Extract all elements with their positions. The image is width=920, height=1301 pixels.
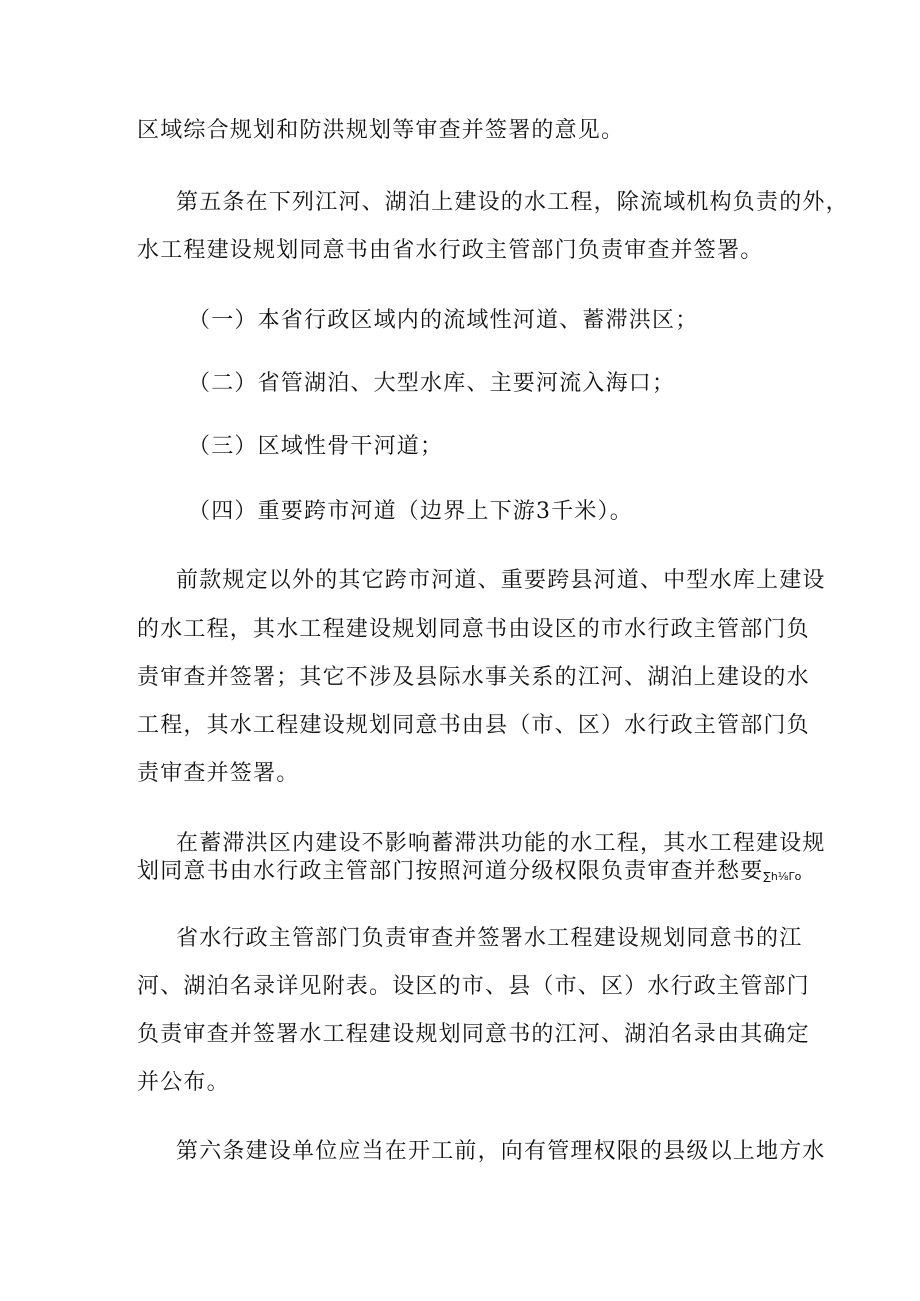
text-line	[137, 857, 801, 892]
text-line: 区域综合规划和防洪规划等审查并签署的意见。	[137, 118, 625, 143]
text-line: 水工程建设规划同意书由省水行政主管部门负责审查并签署。	[137, 238, 764, 263]
list-item: （四）重要跨市河道（边界上下游3千米）。	[188, 499, 633, 524]
text-line: 并公布。	[137, 1070, 230, 1095]
garbled-text: ∑h⅛Γo	[763, 870, 802, 883]
text-line: 前款规定以外的其它跨市河道、重要跨县河道、中型水库上建设	[176, 568, 826, 593]
text-line: 省水行政主管部门负责审查并签署水工程建设规划同意书的江	[176, 926, 803, 951]
text-line: 第六条建设单位应当在开工前，向有管理权限的县级以上地方水	[176, 1139, 826, 1164]
text-line: 责审查并签署。	[137, 761, 300, 786]
list-item: （一）本省行政区域内的流域性河道、蓄滞洪区；	[188, 308, 699, 333]
text-line: 责审查并签署；其它不涉及县际水事关系的江河、湖泊上建设的水	[137, 665, 810, 690]
text-line: 的水工程，其水工程建设规划同意书由设区的市水行政主管部门负	[137, 617, 810, 642]
text-line: 在蓄滞洪区内建设不影响蓄滞洪功能的水工程，其水工程建设规	[176, 831, 826, 856]
list-item: （二）省管湖泊、大型水库、主要河流入海口；	[188, 371, 676, 396]
list-item: （三）区域性骨干河道；	[188, 434, 444, 459]
text-line-content: 划同意书由水行政主管部门按照河道分级权限负责审查并愁要	[137, 859, 764, 884]
text-line: 工程，其水工程建设规划同意书由县（市、区）水行政主管部门负	[137, 713, 810, 738]
text-line: 第五条在下列江河、湖泊上建设的水工程，除流域机构负责的外，	[176, 190, 849, 215]
text-line: 负责审查并签署水工程建设规划同意书的江河、湖泊名录由其确定	[137, 1022, 810, 1047]
text-line: 河、湖泊名录详见附表。设区的市、县（市、区）水行政主管部门	[137, 974, 810, 999]
